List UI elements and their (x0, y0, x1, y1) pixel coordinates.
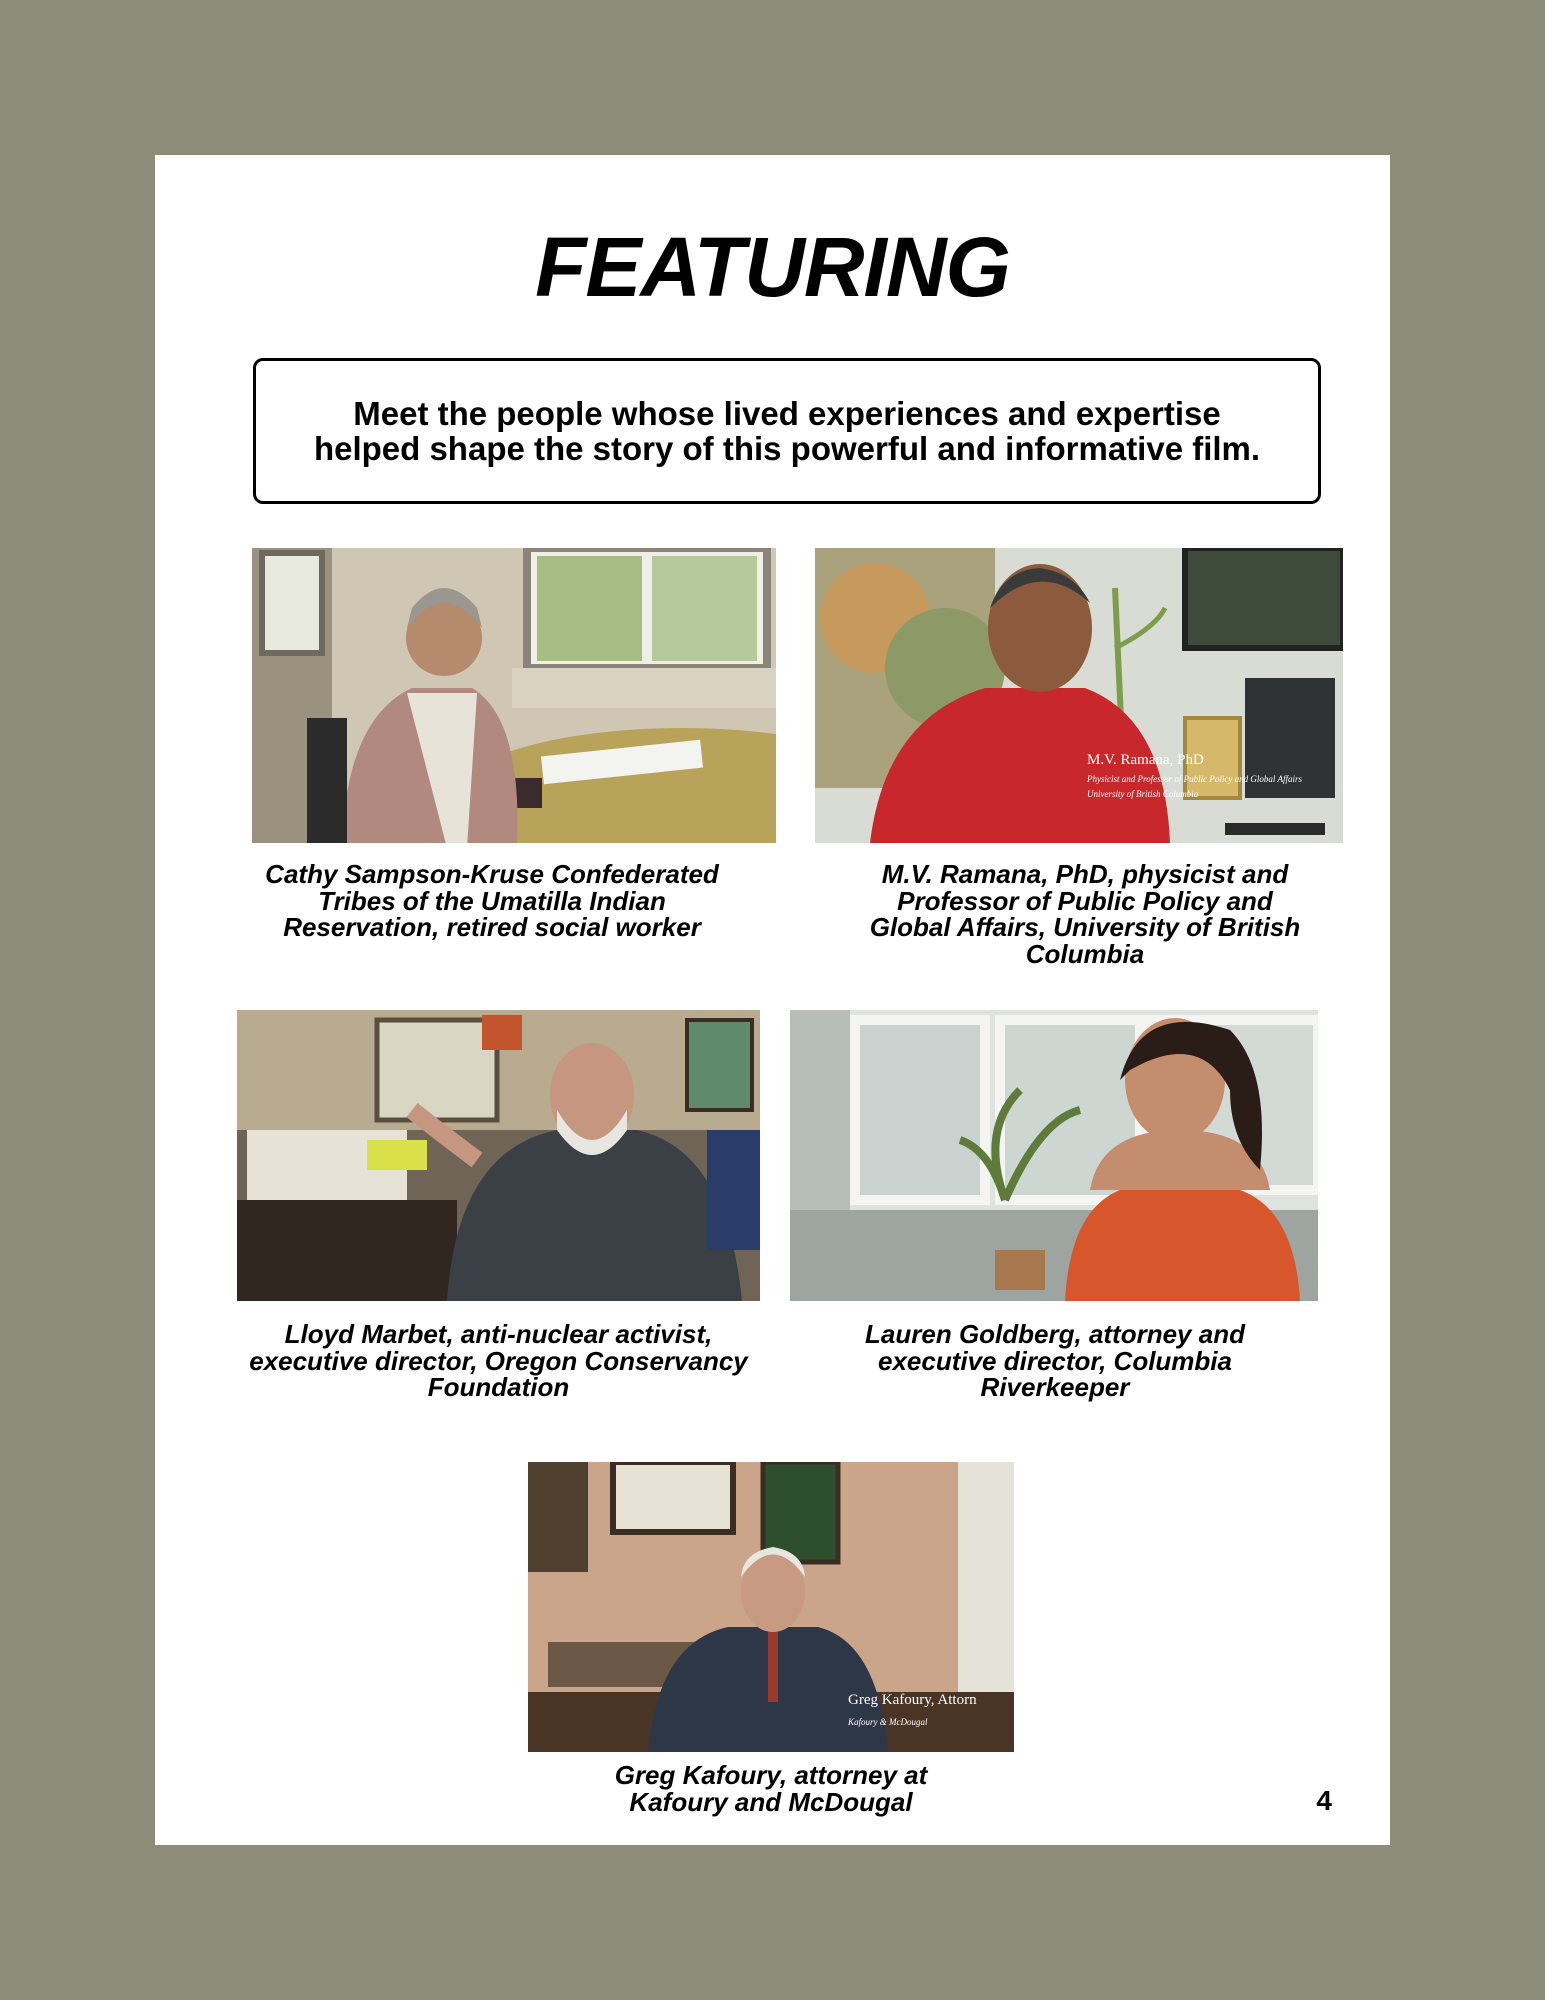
portrait-man-gray-beard-desk-icon (237, 1010, 760, 1301)
portrait-man-red-hoodie-office-icon (815, 548, 1343, 843)
photo-greg-kafoury (528, 1462, 1014, 1752)
caption-lloyd-marbet: Lloyd Marbet, anti-nuclear activist, executive director, Oregon Conservancy Foundation (249, 1319, 748, 1402)
photo-overlay-subtitle: Physicist and Professor of Public Policy and Global Affairs (1087, 774, 1302, 784)
photo-overlay-affiliation: University of British Columbia (1087, 789, 1199, 799)
photo-lloyd-marbet (237, 1010, 760, 1301)
photo-overlay-name: M.V. Ramana, PhD (1087, 752, 1204, 768)
portrait-woman-orange-top-window-icon (790, 1010, 1318, 1301)
photo-lauren-goldberg (790, 1010, 1318, 1301)
photo-overlay-name: Greg Kafoury, Attorn (848, 1692, 977, 1708)
portrait-woman-seated-at-table-icon (252, 548, 776, 843)
caption-cathy-sampson-kruse: Cathy Sampson-Kruse Confederated Tribes of the Umatilla Indian Reservation, retired social worker (265, 859, 719, 942)
page-number: 4 (1316, 1785, 1332, 1816)
intro-text: Meet the people whose lived experiences and expertise helped shape the story of this powerful and informative film. (313, 395, 1261, 467)
caption-mv-ramana: M.V. Ramana, PhD, physicist and Professor of Public Policy and Global Affairs, University of British Columbia (869, 859, 1301, 969)
intro-box (253, 358, 1321, 504)
document-page (155, 155, 1390, 1845)
page-title: FEATURING (535, 220, 1010, 314)
photo-mv-ramana (815, 548, 1343, 843)
caption-greg-kafoury: Greg Kafoury, attorney at Kafoury and McDougal (614, 1760, 928, 1817)
photo-cathy-sampson-kruse (252, 548, 776, 843)
photo-overlay-subtitle: Kafoury & McDougal (848, 1717, 928, 1727)
caption-lauren-goldberg: Lauren Goldberg, attorney and executive director, Columbia Riverkeeper (865, 1319, 1245, 1402)
